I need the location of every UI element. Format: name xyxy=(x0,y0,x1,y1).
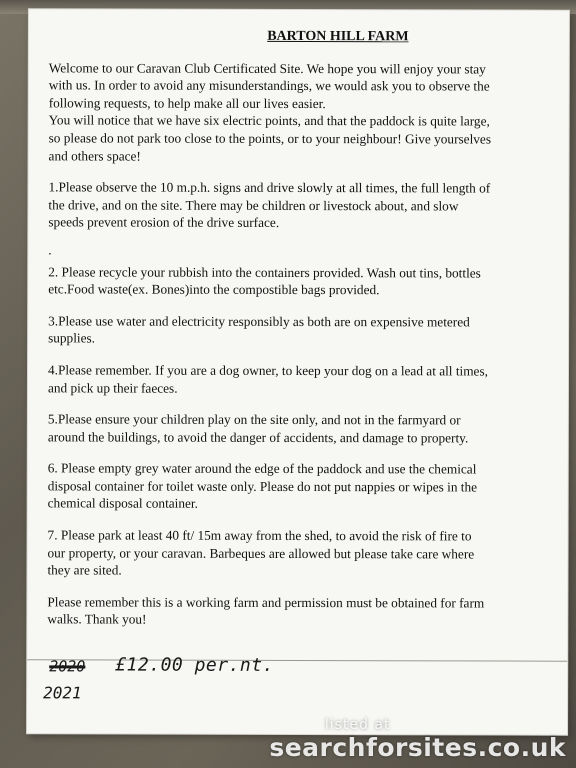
rule-6: 6. Please empty grey water around the edge of the paddock and use the chemical disposal container for toilet waste only. Please do not put nappies or wipes in the chemical disposal container. xyxy=(47,460,478,512)
handwritten-price: £12.00 per.nt. xyxy=(115,654,274,676)
watermark-line-2: searchforsites.co.uk xyxy=(269,733,566,762)
divider-line xyxy=(27,659,567,661)
rule-3: 3.Please use water and electricity responsibly as both are on expensive metered supplies. xyxy=(48,313,470,346)
notice-title: BARTON HILL FARM xyxy=(267,28,409,45)
notice-sheet xyxy=(27,9,569,734)
rule-4: 4.Please remember. If you are a dog owner, to keep your dog on a lead at all times, and pick up their faeces. xyxy=(47,362,488,396)
closing-paragraph: Please remember this is a working farm and permission must be obtained for farm walks. Thank you! xyxy=(47,594,485,628)
rule-7: 7. Please park at least 40 ft/ 15m away from the shed, to avoid the risk of fire to our property, or your caravan. Barbeques are allowed but please take care where they are sited. xyxy=(47,527,475,578)
rule-5: 5.Please ensure your children play on the site only, and not in the farmyard or around the buildings, to avoid the danger of accidents, and damage to property. xyxy=(47,411,469,446)
rule-1: 1.Please observe the 10 m.p.h. signs and drive slowly at all times, the full length of the drive, and on the site. There may be children or livestock about, and slow speeds prevent erosion of the drive surface. xyxy=(48,179,491,231)
stray-dot: . xyxy=(48,242,52,258)
crossed-out-year: 2020 xyxy=(49,657,86,676)
rule-2: 2. Please recycle your rubbish into the containers provided. Wash out tins, bottles etc.Food waste(ex. Bones)into the compostible bags provided. xyxy=(48,263,481,298)
handwritten-year: 2021 xyxy=(43,683,82,703)
site-watermark xyxy=(269,717,566,762)
intro-paragraph: Welcome to our Caravan Club Certificated Site. We hope you will enjoy your stay with us. In order to avoid any misunderstandings, we would ask you to observe the following requests, to help make all our lives easier. You will notice that we have six electric points, and that the paddock is quite large, so please do not park too close to the points, or to your neighbour! Give yourselves and others space! xyxy=(48,59,492,164)
watermark-line-1: listed at xyxy=(324,717,391,733)
notice-body xyxy=(47,23,547,643)
